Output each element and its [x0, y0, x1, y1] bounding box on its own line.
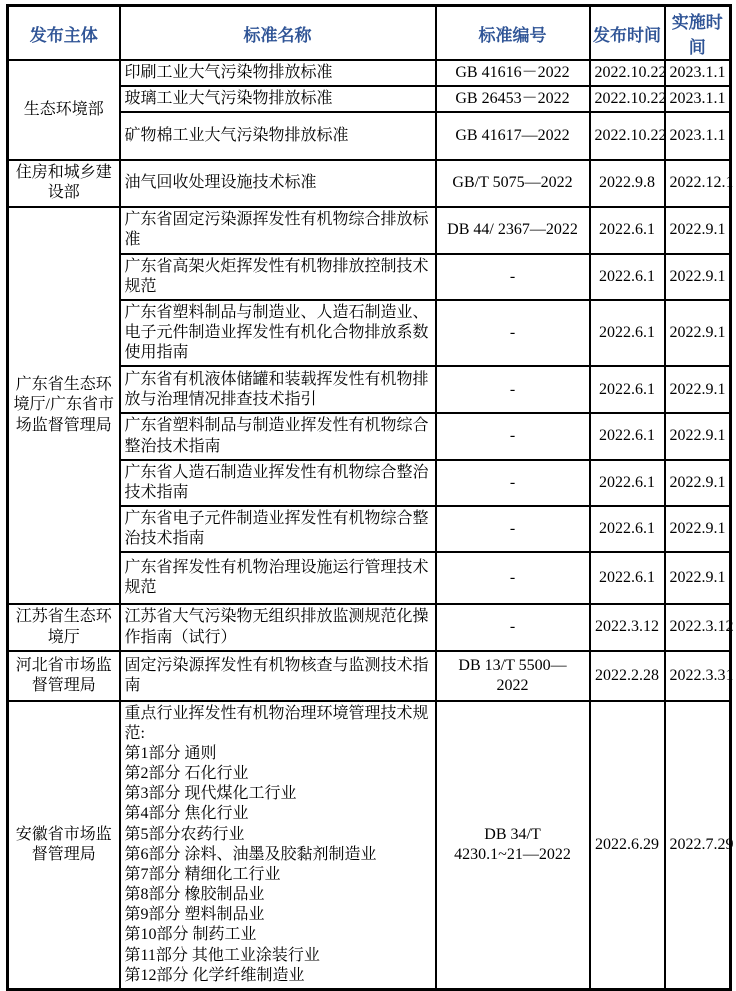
published-date-cell: 2022.6.1: [590, 254, 665, 300]
column-header: 标准编号: [436, 6, 590, 61]
effective-date-cell: 2022.12.1: [665, 160, 731, 206]
standard-name-cell: [120, 701, 436, 990]
column-header: 发布时间: [590, 6, 665, 61]
effective-date-cell: 2022.3.12: [665, 604, 731, 650]
standard-name-line: 第12部分 化学纤维制造业: [124, 966, 305, 984]
standard-code-cell: -: [436, 300, 590, 366]
standard-name-line: 第6部分 涂料、油墨及胶黏剂制造业: [124, 845, 377, 863]
standard-name-cell: 广东省固定污染源挥发性有机物综合排放标准: [120, 207, 436, 254]
table-row: [8, 701, 731, 990]
standard-code-cell: -: [436, 413, 590, 459]
standard-name-cell: 广东省人造石制造业挥发性有机物综合整治技术指南: [120, 460, 436, 506]
standard-name-line: 第7部分 精细化工行业: [124, 865, 281, 883]
publisher-cell: 广东省生态环境厅/广东省市场监督管理局: [8, 207, 120, 605]
standard-name-line: 第1部分 通则: [124, 744, 217, 762]
standard-code-cell: -: [436, 604, 590, 650]
effective-date-cell: 2022.3.31: [665, 651, 731, 701]
effective-date-cell: 2022.9.1: [665, 366, 731, 413]
standard-name-line: 第4部分 焦化行业: [124, 805, 249, 823]
standard-code-cell: GB/T 5075—2022: [436, 160, 590, 206]
header-row: [8, 6, 731, 61]
standard-name-cell: 广东省塑料制品与制造业挥发性有机物综合整治技术指南: [120, 413, 436, 459]
standard-code-cell: GB 41616－2022: [436, 60, 590, 86]
effective-date-cell: 2022.9.1: [665, 300, 731, 366]
published-date-cell: 2022.10.22: [590, 60, 665, 86]
standard-code-cell: GB 41617—2022: [436, 112, 590, 160]
standard-code-cell: GB 26453－2022: [436, 86, 590, 112]
effective-date-cell: 2022.9.1: [665, 413, 731, 459]
effective-date-cell: 2022.9.1: [665, 460, 731, 506]
standard-code-cell: -: [436, 366, 590, 413]
standard-name-line: 第11部分 其他工业涂装行业: [124, 946, 320, 964]
table-header: [8, 6, 731, 61]
standard-code-line: 4230.1~21—2022: [454, 845, 571, 863]
standard-code-line: 2022: [496, 676, 529, 694]
published-date-cell: 2022.6.29: [590, 701, 665, 990]
published-date-cell: 2022.9.8: [590, 160, 665, 206]
standard-name-cell: 广东省挥发性有机物治理设施运行管理技术规范: [120, 552, 436, 604]
published-date-cell: 2022.6.1: [590, 460, 665, 506]
published-date-cell: 2022.2.28: [590, 651, 665, 701]
standard-code-line: DB 13/T 5500—: [458, 656, 567, 674]
standard-name-cell: 固定污染源挥发性有机物核查与监测技术指南: [120, 651, 436, 701]
table-row: [8, 160, 731, 206]
publisher-cell: 生态环境部: [8, 60, 120, 160]
standard-name-line: 第2部分 石化行业: [124, 765, 249, 783]
effective-date-cell: 2022.7.29: [665, 701, 731, 990]
effective-date-cell: 2022.9.1: [665, 506, 731, 552]
table-row: [8, 651, 731, 701]
column-header: 发布主体: [8, 6, 120, 61]
standard-code-cell: [436, 701, 590, 990]
effective-date-cell: 2023.1.1: [665, 86, 731, 112]
standard-name-line: 第9部分 塑料制品业: [124, 906, 265, 924]
published-date-cell: 2022.6.1: [590, 300, 665, 366]
table-row: [8, 207, 731, 254]
standard-name-cell: 广东省电子元件制造业挥发性有机物综合整治技术指南: [120, 506, 436, 552]
standard-code-cell: -: [436, 254, 590, 300]
published-date-cell: 2022.10.22: [590, 112, 665, 160]
standard-code-cell: -: [436, 460, 590, 506]
standard-name-cell: 江苏省大气污染物无组织排放监测规范化操作指南（试行）: [120, 604, 436, 650]
column-header: 实施时间: [665, 6, 731, 61]
standard-code-line: DB 34/T: [484, 825, 541, 843]
publisher-cell: 河北省市场监督管理局: [8, 651, 120, 701]
standard-name-cell: 广东省有机液体储罐和装载挥发性有机物排放与治理情况排查技术指引: [120, 366, 436, 413]
effective-date-cell: 2022.9.1: [665, 254, 731, 300]
published-date-cell: 2022.10.22: [590, 86, 665, 112]
standard-name-cell: 油气回收处理设施技术标准: [120, 160, 436, 206]
standard-name-line: 重点行业挥发性有机物治理环境管理技术规范:: [124, 704, 429, 742]
table-body: [8, 60, 734, 989]
standard-name-line: 第10部分 制药工业: [124, 926, 257, 944]
effective-date-cell: 2023.1.1: [665, 112, 731, 160]
effective-date-cell: 2022.9.1: [665, 207, 731, 254]
published-date-cell: 2022.6.1: [590, 366, 665, 413]
standard-code-cell: DB 44/ 2367—2022: [436, 207, 590, 254]
standard-code-cell: [436, 651, 590, 701]
table-row: [8, 604, 731, 650]
standard-code-cell: -: [436, 506, 590, 552]
standard-name-cell: 印刷工业大气污染物排放标准: [120, 60, 436, 86]
effective-date-cell: 2023.1.1: [665, 60, 731, 86]
standard-name-cell: 玻璃工业大气污染物排放标准: [120, 86, 436, 112]
standard-name-line: 第8部分 橡胶制品业: [124, 886, 265, 904]
standards-table: [6, 4, 732, 991]
standard-name-cell: 广东省高架火炬挥发性有机物排放控制技术规范: [120, 254, 436, 300]
publisher-cell: 江苏省生态环境厅: [8, 604, 120, 650]
publisher-cell: 安徽省市场监督管理局: [8, 701, 120, 990]
published-date-cell: 2022.3.12: [590, 604, 665, 650]
column-header: 标准名称: [120, 6, 436, 61]
table-row: [8, 60, 731, 86]
standard-name-line: 第3部分 现代煤化工行业: [124, 785, 297, 803]
standard-name-cell: 矿物棉工业大气污染物排放标准: [120, 112, 436, 160]
published-date-cell: 2022.6.1: [590, 207, 665, 254]
effective-date-cell: 2022.9.1: [665, 552, 731, 604]
published-date-cell: 2022.6.1: [590, 552, 665, 604]
standard-name-line: 第5部分农药行业: [124, 825, 245, 843]
standard-code-cell: -: [436, 552, 590, 604]
publisher-cell: 住房和城乡建设部: [8, 160, 120, 206]
standard-name-cell: 广东省塑料制品与制造业、人造石制造业、电子元件制造业挥发性有机化合物排放系数使用指南: [120, 300, 436, 366]
published-date-cell: 2022.6.1: [590, 506, 665, 552]
published-date-cell: 2022.6.1: [590, 413, 665, 459]
